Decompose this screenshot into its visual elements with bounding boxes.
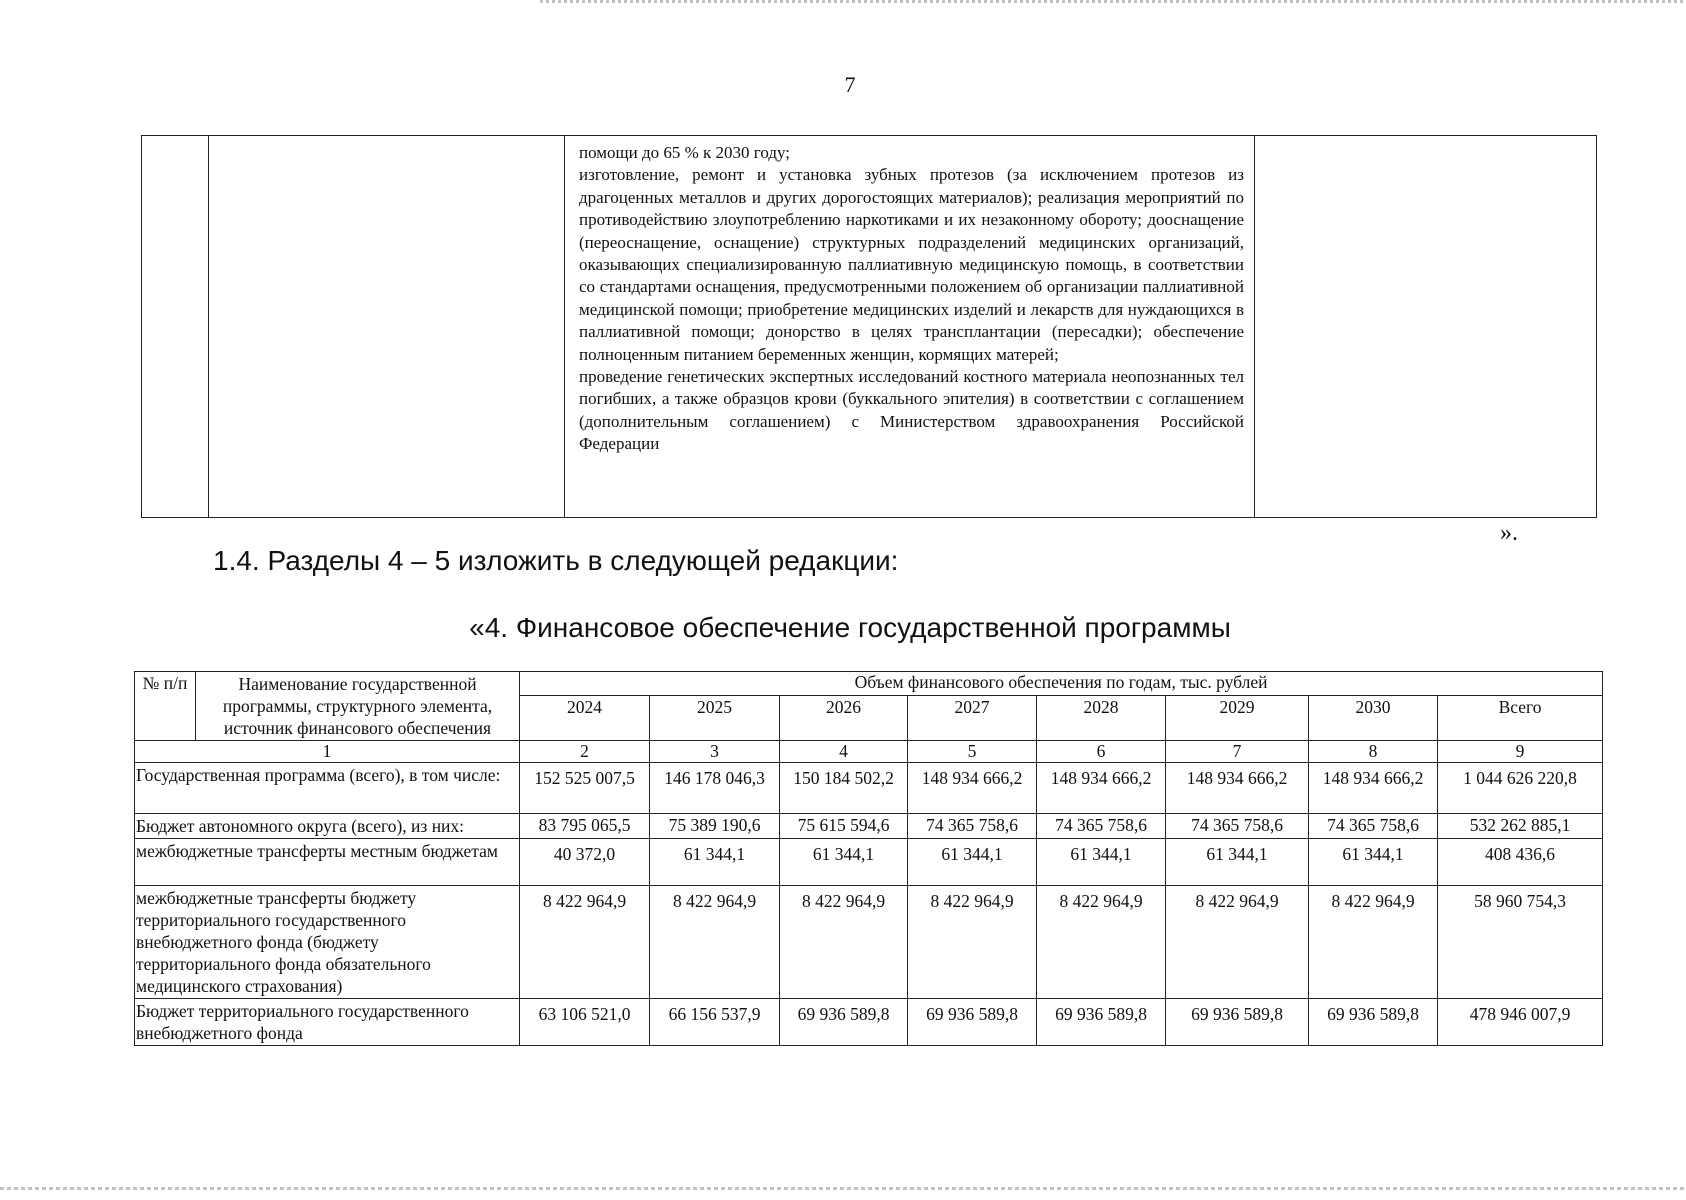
header-year: 2028 xyxy=(1037,696,1166,741)
column-number: 2 xyxy=(520,741,650,763)
row-value: 8 422 964,9 xyxy=(908,886,1037,999)
column-number: 6 xyxy=(1037,741,1166,763)
continuation-paragraph: изготовление, ремонт и установка зубных протезов (за исключением протезов из драгоценных металлов и других дорогостоящих материалов); реализация мероприятий по противодействию злоупотреблению наркотиками и их незаконному обороту; дооснащение (переоснащение, оснащение) структурных подразделений медицинских организаций, оказывающих специализированную паллиативную медицинскую помощь, в соответствии со стандартами оснащения, предусмотренными положением об организации паллиативной медицинской помощи; приобретение медицинских изделий и лекарств для нуждающихся в паллиативной помощи; донорство в целях трансплантации (пересадки); обеспечение полноценным питанием беременных женщин, кормящих матерей; xyxy=(579,165,1244,364)
row-value: 74 365 758,6 xyxy=(1309,814,1438,839)
row-value: 69 936 589,8 xyxy=(780,999,908,1046)
header-year: 2030 xyxy=(1309,696,1438,741)
row-value: 61 344,1 xyxy=(1166,839,1309,886)
row-value: 63 106 521,0 xyxy=(520,999,650,1046)
row-value: 150 184 502,2 xyxy=(780,763,908,814)
row-value: 75 389 190,6 xyxy=(650,814,780,839)
scan-edge-top xyxy=(540,0,1686,3)
table-row xyxy=(135,999,1603,1046)
row-value: 8 422 964,9 xyxy=(1309,886,1438,999)
row-value: 61 344,1 xyxy=(780,839,908,886)
row-value: 148 934 666,2 xyxy=(1309,763,1438,814)
row-value: 8 422 964,9 xyxy=(650,886,780,999)
row-value: 40 372,0 xyxy=(520,839,650,886)
header-year: 2024 xyxy=(520,696,650,741)
continuation-cell-num xyxy=(142,136,209,518)
row-name: межбюджетные трансферты местным бюджетам xyxy=(135,839,520,886)
closing-quote: ». xyxy=(1500,520,1518,546)
header-row xyxy=(135,672,1603,696)
row-value: 69 936 589,8 xyxy=(1037,999,1166,1046)
column-number: 5 xyxy=(908,741,1037,763)
row-value: 152 525 007,5 xyxy=(520,763,650,814)
table-row xyxy=(135,886,1603,999)
continuation-cell-name xyxy=(209,136,565,518)
row-name: Государственная программа (всего), в том числе: xyxy=(135,763,520,814)
column-number: 3 xyxy=(650,741,780,763)
page-number: 7 xyxy=(844,72,856,97)
table-row xyxy=(135,839,1603,886)
row-name: Бюджет автономного округа (всего), из них: xyxy=(135,814,520,839)
row-value: 8 422 964,9 xyxy=(1166,886,1309,999)
row-value: 408 436,6 xyxy=(1438,839,1603,886)
column-number-row xyxy=(135,741,1603,763)
row-value: 69 936 589,8 xyxy=(1166,999,1309,1046)
header-year: Всего xyxy=(1438,696,1603,741)
row-value: 74 365 758,6 xyxy=(1166,814,1309,839)
row-value: 1 044 626 220,8 xyxy=(1438,763,1603,814)
row-value: 8 422 964,9 xyxy=(520,886,650,999)
column-number: 9 xyxy=(1438,741,1603,763)
row-name: Бюджет территориального государственного внебюджетного фонда xyxy=(135,999,520,1046)
row-value: 75 615 594,6 xyxy=(780,814,908,839)
header-group: Объем финансового обеспечения по годам, тыс. рублей xyxy=(520,672,1603,696)
finance-table xyxy=(134,671,1603,1046)
table-row xyxy=(135,763,1603,814)
row-value: 478 946 007,9 xyxy=(1438,999,1603,1046)
row-value: 74 365 758,6 xyxy=(908,814,1037,839)
row-value: 61 344,1 xyxy=(650,839,780,886)
row-name: межбюджетные трансферты бюджету территориального государственного внебюджетного фонда (бюджету территориального фонда обязательного медицинского страхования) xyxy=(135,886,520,999)
row-value: 74 365 758,6 xyxy=(1037,814,1166,839)
table-row xyxy=(135,814,1603,839)
row-value: 61 344,1 xyxy=(1037,839,1166,886)
row-value: 61 344,1 xyxy=(908,839,1037,886)
row-value: 66 156 537,9 xyxy=(650,999,780,1046)
section-instruction: 1.4. Разделы 4 – 5 изложить в следующей редакции: xyxy=(213,545,899,576)
row-value: 8 422 964,9 xyxy=(1037,886,1166,999)
continuation-cell-text xyxy=(565,136,1255,518)
row-value: 69 936 589,8 xyxy=(908,999,1037,1046)
row-value: 69 936 589,8 xyxy=(1309,999,1438,1046)
column-number: 1 xyxy=(135,741,520,763)
row-value: 83 795 065,5 xyxy=(520,814,650,839)
row-value: 148 934 666,2 xyxy=(1037,763,1166,814)
section-title: «4. Финансовое обеспечение государственной программы xyxy=(469,612,1231,643)
column-number: 4 xyxy=(780,741,908,763)
row-value: 58 960 754,3 xyxy=(1438,886,1603,999)
header-year: 2029 xyxy=(1166,696,1309,741)
header-year: 2025 xyxy=(650,696,780,741)
column-number: 8 xyxy=(1309,741,1438,763)
continuation-table xyxy=(141,135,1597,518)
row-value: 8 422 964,9 xyxy=(780,886,908,999)
continuation-cell-empty xyxy=(1255,136,1597,518)
row-value: 532 262 885,1 xyxy=(1438,814,1603,839)
header-num: № п/п xyxy=(135,672,196,741)
row-value: 148 934 666,2 xyxy=(908,763,1037,814)
header-year: 2026 xyxy=(780,696,908,741)
scan-edge-bottom xyxy=(0,1187,1686,1190)
continuation-paragraph: помощи до 65 % к 2030 году; xyxy=(579,143,790,162)
continuation-paragraph: проведение генетических экспертных исследований костного материала неопознанных тел погибших, а также образцов крови (буккального эпителия) в соответствии с соглашением (дополнительным соглашением) с Министерством здравоохранения Российской Федерации xyxy=(579,367,1244,454)
row-value: 61 344,1 xyxy=(1309,839,1438,886)
header-year: 2027 xyxy=(908,696,1037,741)
header-name: Наименование государственной программы, структурного элемента, источник финансового обеспечения xyxy=(196,672,520,741)
row-value: 148 934 666,2 xyxy=(1166,763,1309,814)
row-value: 146 178 046,3 xyxy=(650,763,780,814)
column-number: 7 xyxy=(1166,741,1309,763)
